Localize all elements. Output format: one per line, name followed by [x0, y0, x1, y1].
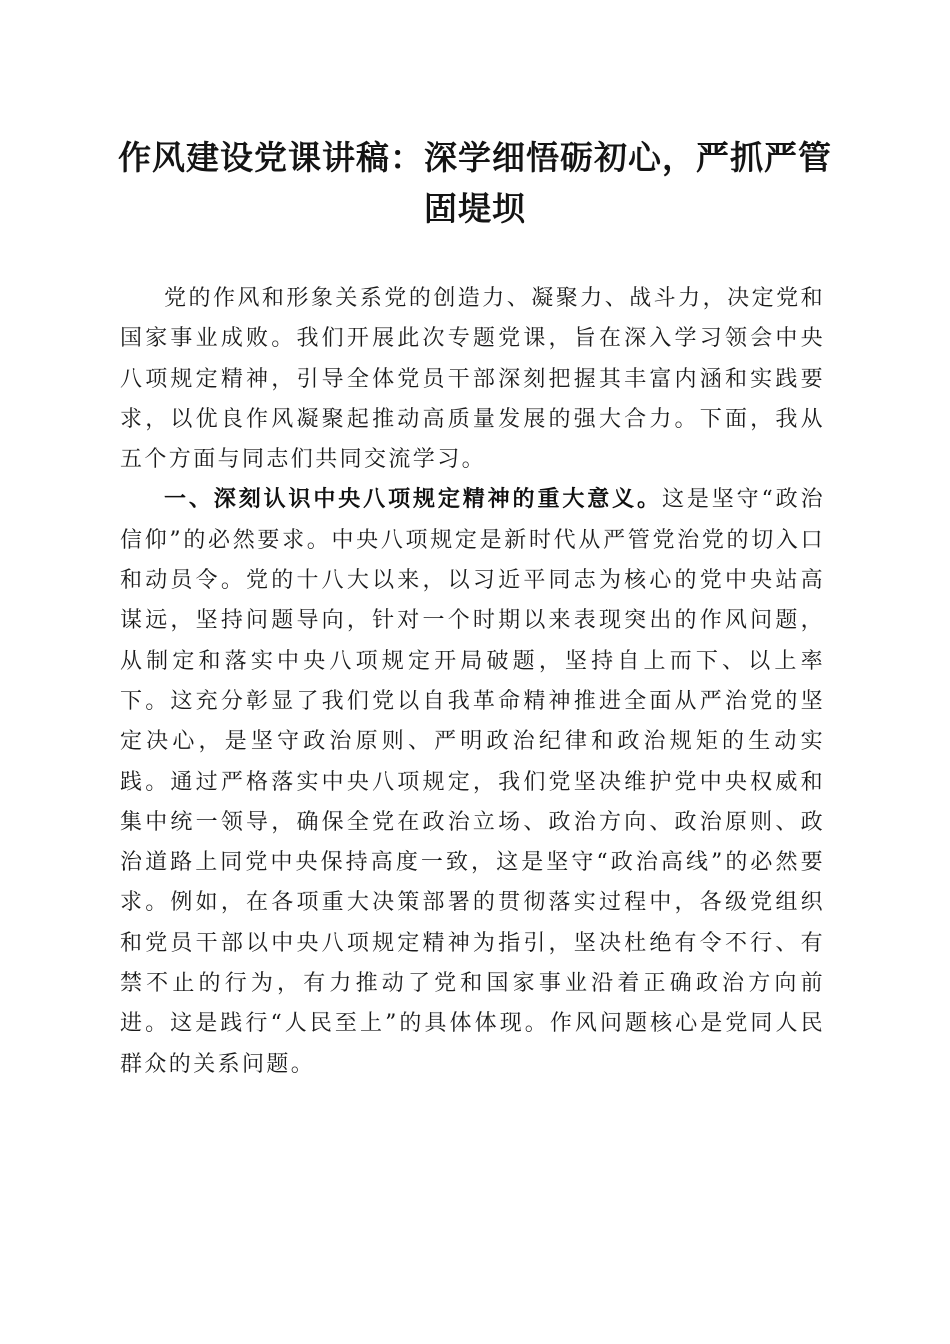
section-one-text: 这是坚守“政治信仰”的必然要求。中央八项规定是新时代从严管党治党的切入口和动员令。党的十八大以来，以习近平同志为核心的党中央站高谋远，坚持问题导向，针对一个时期以来表现突出的作风问题，从制定和落实中央八项规定开局破题，坚持自上而下、以上率下。这充分彰显了我们党以自我革命精神推进全面从严治党的坚定决心，是坚守政治原则、严明政治纪律和政治规矩的生动实践。通过严格落实中央八项规定，我们党坚决维护党中央权威和集中统一领导，确保全党在政治立场、政治方向、政治原则、政治道路上同党中央保持高度一致，这是坚守“政治高线”的必然要求。例如，在各项重大决策部署的贯彻落实过程中，各级党组织和党员干部以中央八项规定精神为指引，坚决杜绝有令不行、有禁不止的行为，有力推动了党和国家事业沿着正确政治方向前进。这是践行“人民至上”的具体体现。作风问题核心是党同人民群众的关系问题。	[120, 487, 825, 1077]
section-one-heading: 一、深刻认识中央八项规定精神的重大意义。	[164, 487, 662, 513]
intro-paragraph-text: 党的作风和形象关系党的创造力、凝聚力、战斗力，决定党和国家事业成败。我们开展此次专题党课，旨在深入学习领会中央八项规定精神，引导全体党员干部深刻把握其丰富内涵和实践要求，以优良作风凝聚起推动高质量发展的强大合力。下面，我从五个方面与同志们共同交流学习。	[120, 286, 825, 473]
document-body	[120, 279, 825, 1085]
intro-paragraph	[120, 279, 825, 480]
section-one-paragraph	[120, 480, 825, 1084]
document-title: 作风建设党课讲稿：深学细悟砺初心，严抓严管固堤坝	[118, 138, 832, 228]
